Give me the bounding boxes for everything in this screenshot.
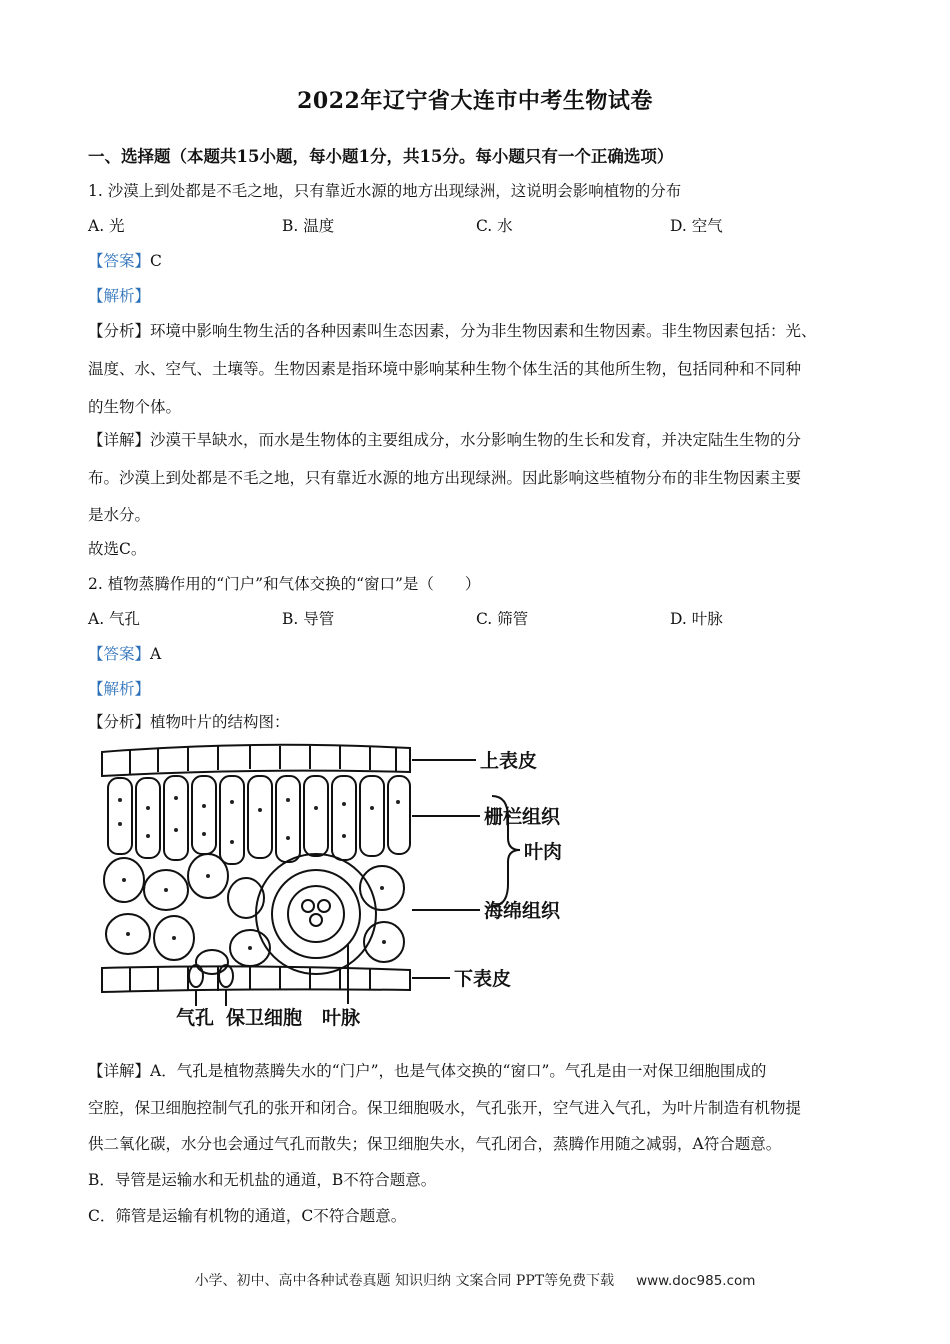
q1-stem: 1. 沙漠上到处都是不毛之地，只有靠近水源的地方出现绿洲，这说明会影响植物的分布 bbox=[88, 182, 682, 200]
q2-detail-line-2: 空腔，保卫细胞控制气孔的张开和闭合。保卫细胞吸水，气孔张开，空气进入气孔，为叶片制造有机物提 bbox=[88, 1099, 802, 1117]
q1-detail-line-1 bbox=[88, 428, 801, 450]
detail-tag: 【详解】 bbox=[88, 431, 151, 449]
q1-option-d: D. 空气 bbox=[670, 217, 723, 235]
q2-option-b-explanation: B．导管是运输水和无机盐的通道，B不符合题意。 bbox=[88, 1171, 437, 1189]
answer-value: C bbox=[150, 252, 162, 270]
footer-text: 小学、初中、高中各种试卷真题 知识归纳 文案合同 PPT等免费下载 bbox=[194, 1273, 615, 1289]
q2-option-a: A. 气孔 bbox=[88, 610, 141, 628]
q2-detail-line-1 bbox=[88, 1059, 766, 1081]
q2-analysis-tag: 【解析】 bbox=[88, 680, 151, 698]
q2-fenxi-line bbox=[88, 710, 290, 732]
q1-conclusion: 故选C。 bbox=[88, 540, 147, 558]
detail-text: A．气孔是植物蒸腾失水的“门户”，也是气体交换的“窗口”。气孔是由一对保卫细胞围成的 bbox=[150, 1062, 767, 1080]
label-leaf-vein: 叶脉 bbox=[322, 1007, 361, 1029]
q1-fenxi-line-3: 的生物个体。 bbox=[88, 398, 182, 416]
label-lower-epidermis: 下表皮 bbox=[454, 968, 512, 990]
q2-option-b: B. 导管 bbox=[282, 610, 335, 628]
q2-option-c-explanation: C．筛管是运输有机物的通道，C不符合题意。 bbox=[88, 1207, 407, 1225]
q2-option-d: D. 叶脉 bbox=[670, 610, 723, 628]
label-upper-epidermis: 上表皮 bbox=[480, 750, 538, 772]
page-title: 2022年辽宁省大连市中考生物试卷 bbox=[297, 88, 653, 114]
q2-detail-line-3: 供二氧化碳，水分也会通过气孔而散失；保卫细胞失水，气孔闭合，蒸腾作用随之减弱，A符合题意。 bbox=[88, 1135, 782, 1153]
detail-tag: 【详解】 bbox=[88, 1062, 151, 1080]
leaf-cells bbox=[102, 745, 520, 1006]
fenxi-text: 环境中影响生物生活的各种因素叫生态因素，分为非生物因素和生物因素。非生物因素包括：光、 bbox=[150, 322, 817, 340]
page-footer bbox=[0, 1270, 950, 1290]
label-stoma: 气孔 bbox=[176, 1007, 215, 1029]
leaf-structure-diagram bbox=[100, 738, 720, 1030]
answer-value: A bbox=[150, 645, 162, 663]
q1-option-c: C. 水 bbox=[476, 217, 513, 235]
q1-answer bbox=[88, 249, 162, 271]
fenxi-tag: 【分析】 bbox=[88, 713, 151, 731]
footer-url[interactable]: www.doc985.com bbox=[636, 1273, 756, 1289]
detail-text: 沙漠干旱缺水，而水是生物体的主要组成分，水分影响生物的生长和发育，并决定陆生生物的分 bbox=[150, 431, 802, 449]
fenxi-tag: 【分析】 bbox=[88, 322, 151, 340]
answer-tag: 【答案】 bbox=[88, 252, 151, 270]
q2-option-c: C. 筛管 bbox=[476, 610, 529, 628]
label-spongy-tissue: 海绵组织 bbox=[484, 900, 561, 922]
q2-answer bbox=[88, 642, 161, 664]
q1-fenxi-line-1 bbox=[88, 319, 817, 341]
q2-stem: 2. 植物蒸腾作用的“门户”和气体交换的“窗口”是（ ） bbox=[88, 575, 481, 593]
label-palisade-tissue: 栅栏组织 bbox=[484, 806, 561, 828]
q1-detail-line-3: 是水分。 bbox=[88, 506, 151, 524]
label-guard-cell: 保卫细胞 bbox=[226, 1007, 303, 1029]
section-heading: 一、选择题（本题共15小题，每小题1分，共15分。每小题只有一个正确选项） bbox=[88, 147, 674, 166]
q1-option-a: A. 光 bbox=[88, 217, 125, 235]
answer-tag: 【答案】 bbox=[88, 645, 151, 663]
label-mesophyll: 叶肉 bbox=[524, 841, 563, 863]
fenxi-text: 植物叶片的结构图： bbox=[150, 713, 290, 731]
q1-fenxi-line-2: 温度、水、空气、土壤等。生物因素是指环境中影响某种生物个体生活的其他所生物，包括同种和不同种 bbox=[88, 360, 802, 378]
q1-detail-line-2: 布。沙漠上到处都是不毛之地，只有靠近水源的地方出现绿洲。因此影响这些植物分布的非生物因素主要 bbox=[88, 469, 802, 487]
q1-option-b: B. 温度 bbox=[282, 217, 335, 235]
q1-analysis-tag: 【解析】 bbox=[88, 287, 151, 305]
